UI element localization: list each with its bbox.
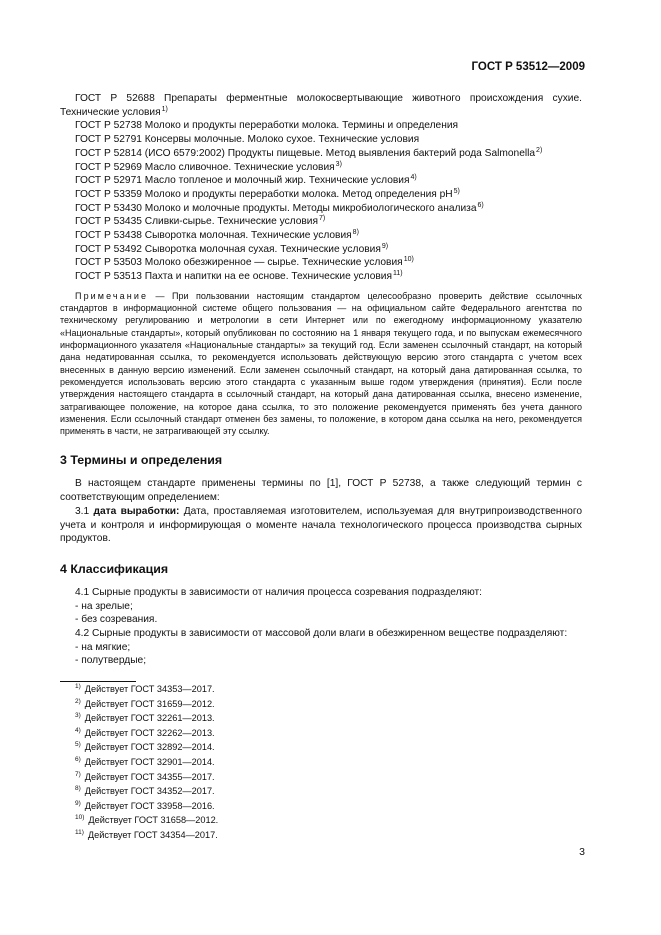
footnote-item: $^{11)}$ Действует ГОСТ 34354—2017.	[75, 828, 218, 840]
reference-item: ГОСТ Р 52814 (ИСО 6579:2002) Продукты пищевые. Метод выявления бактерий рода Salmonella$^{2)}$	[75, 146, 543, 159]
reference-item: ГОСТ Р 53430 Молоко и молочные продукты. Методы микробиологического анализа$^{6)}$	[75, 201, 484, 214]
reference-item: ГОСТ Р 53503 Молоко обезжиренное — сырье. Технические условия$^{10)}$	[75, 256, 414, 269]
reference-item: ГОСТ Р 52969 Масло сливочное. Технические условия$^{3)}$	[75, 160, 342, 173]
footnote-item: $^{3)}$ Действует ГОСТ 32261—2013.	[75, 712, 215, 724]
main-content	[60, 92, 582, 668]
footnote-item: $^{5)}$ Действует ГОСТ 32892—2014.	[75, 741, 215, 753]
footnote-item: $^{8)}$ Действует ГОСТ 34352—2017.	[75, 785, 215, 797]
doc-code-header: ГОСТ Р 53512—2009	[471, 61, 585, 73]
list-item: - на мягкие;	[75, 641, 131, 653]
list-item: - без созревания.	[75, 614, 158, 626]
reference-item: ГОСТ Р 53513 Пахта и напитки на ее основе. Технические условия$^{11)}$	[75, 270, 403, 283]
section-3-heading: 3 Термины и определения	[60, 453, 223, 468]
footnote-list	[75, 682, 218, 843]
footnote-item: $^{6)}$ Действует ГОСТ 32901—2014.	[75, 755, 215, 767]
note-label: Примечание	[75, 290, 149, 301]
section-4-heading: 4 Классификация	[60, 561, 169, 576]
footnote-item: $^{9)}$ Действует ГОСТ 33958—2016.	[75, 799, 215, 811]
note-text: — При пользовании настоящим стандартом целесообразно проверить действие ссылочных стандартов в информационной системе общего пользования — на официальном сайте Федерального агентства по техническому регулированию и метрологии в сети Интернет или по ежегодному информационному указателю «Национальные стандарты», который опубликован по состоянию на 1 января текущего года, и по выпускам ежемесячного информационного указателя «Национальные стандарты» за текущий год. Если заменен ссылочный стандарт, на который дана недатированная ссылка, то рекомендуется использовать действующую версию этого стандарта с учетом всех внесенных в данную версию изменений. Если заменен ссылочный стандарт, на который дана датированная ссылка, то рекомендуется использовать версию этого стандарта с указанным выше годом утверждения (принятия). Если после утверждения настоящего стандарта в ссылочный стандарт, на который дана датированная ссылка, внесено изменение, затрагивающее положение, на которое дана ссылка, то это положение рекомендуется применять без учета данного изменения. Если ссылочный стандарт отменен без замены, то положение, в котором дана ссылка на него, рекомендуется применять в части, не затрагивающей эту ссылку.	[60, 290, 582, 437]
term-definition: 3.1 дата выработки: Дата, проставляемая изготовителем, используемая для внутрипроизводственного учета и контроля и информирующая о моменте начала технологического процесса производства сырных продуктов.	[60, 505, 582, 545]
reference-list	[60, 92, 582, 284]
list-item: - полутвердые;	[75, 655, 147, 667]
footnote-item: $^{10)}$ Действует ГОСТ 31658—2012.	[75, 814, 219, 826]
term-name: дата выработки:	[93, 505, 180, 517]
footnote-item: $^{4)}$ Действует ГОСТ 32262—2013.	[75, 726, 215, 738]
section-3-intro: В настоящем стандарте применены термины по [1], ГОСТ Р 52738, а также следующий термин с соответствующим определением:	[60, 478, 582, 504]
reference-item: ГОСТ Р 53435 Сливки-сырье. Технические условия$^{7)}$	[75, 215, 326, 228]
footnote-item: $^{1)}$ Действует ГОСТ 34353—2017.	[75, 683, 215, 694]
reference-item: ГОСТ Р 53438 Сыворотка молочная. Технические условия$^{8)}$	[75, 229, 359, 242]
clause-4-2: 4.2 Сырные продукты в зависимости от массовой доли влаги в обезжиренном веществе подразделяют:	[75, 628, 568, 640]
page-number: 3	[579, 846, 585, 858]
footnote-item: $^{2)}$ Действует ГОСТ 31659—2012.	[75, 697, 215, 709]
footnote-item: $^{7)}$ Действует ГОСТ 34355—2017.	[75, 770, 215, 782]
reference-item: ГОСТ Р 52791 Консервы молочные. Молоко сухое. Технические условия	[75, 134, 420, 146]
reference-item: ГОСТ Р 52738 Молоко и продукты переработки молока. Термины и определения	[75, 120, 459, 132]
list-item: - на зрелые;	[75, 600, 133, 612]
reference-item: ГОСТ Р 52971 Масло топленое и молочный жир. Технические условия$^{4)}$	[75, 174, 417, 187]
note-paragraph	[60, 290, 582, 438]
reference-item: ГОСТ Р 53492 Сыворотка молочная сухая. Технические условия$^{9)}$	[75, 242, 389, 255]
reference-item: ГОСТ Р 53359 Молоко и продукты переработки молока. Метод определения $pH^{5)}$	[75, 187, 460, 200]
clause-4-1: 4.1 Сырные продукты в зависимости от наличия процесса созревания подразделяют:	[75, 586, 482, 598]
reference-item: ГОСТ Р 52688 Препараты ферментные молокосвертывающие животного происхождения сухие. Технические условия$^{1)}$	[60, 93, 582, 118]
